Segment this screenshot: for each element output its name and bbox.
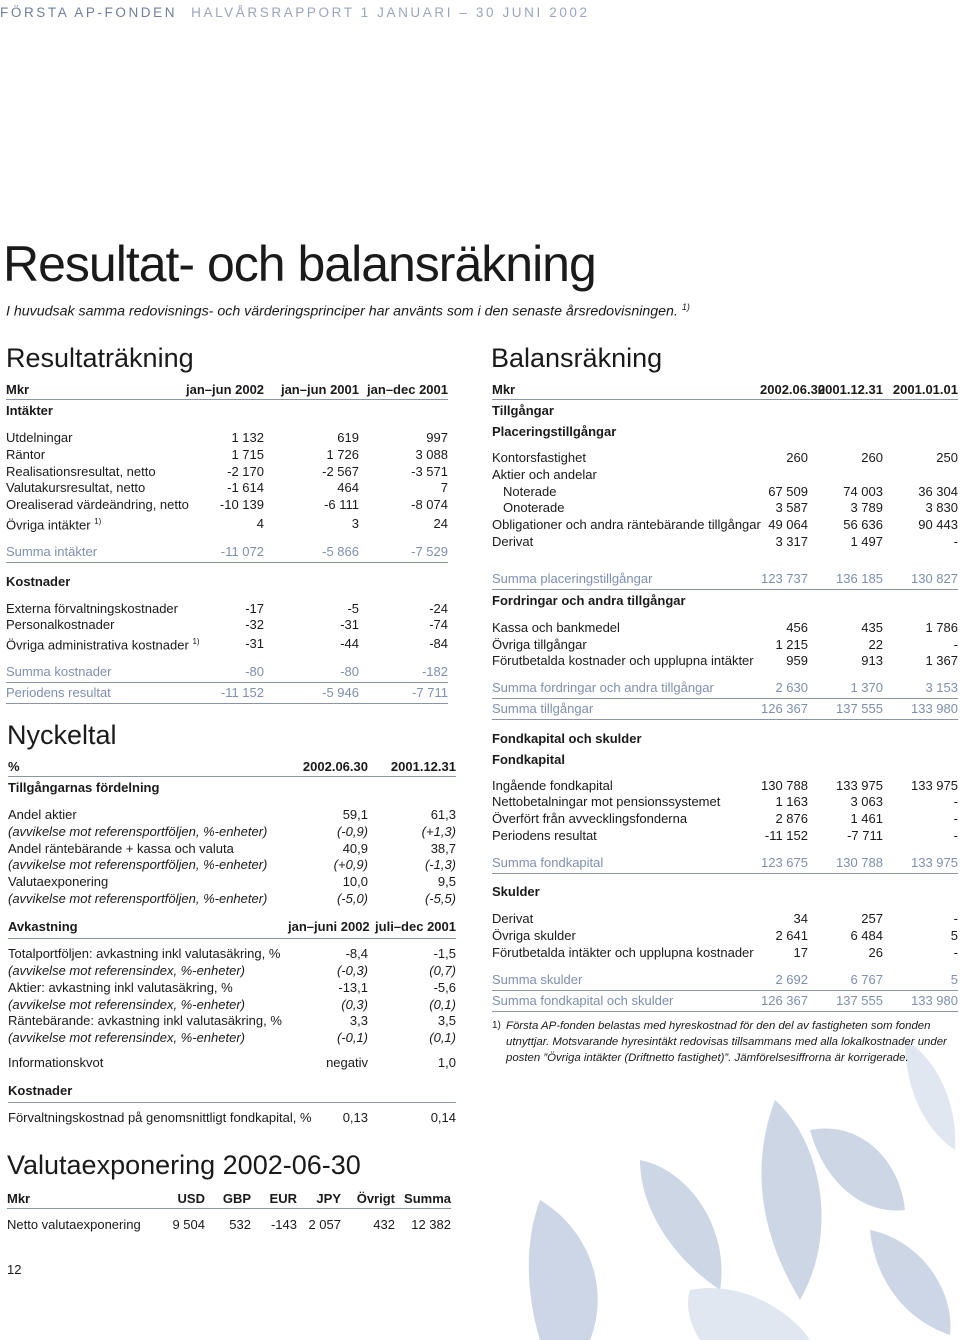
table-row: Informationskvot negativ 1,0 — [8, 1055, 456, 1071]
report-title: HALVÅRSRAPPORT 1 JANUARI – 30 JUNI 2002 — [191, 5, 590, 20]
table-row: Andel aktier 59,1 61,3 — [8, 807, 456, 822]
footnote-text: Första AP-fonden belastas med hyreskostnad för den del av fastigheten som fonden utnyttjar. Motsvarande hyresintäkt redovisas tillsammans med alla lokalkostnader under posten ”Övriga intäkter (Driftnetto fastighet)”. Jämförelsesiffrorna är korrigerade. — [506, 1020, 947, 1064]
table-row: (avvikelse mot referensportföljen, %-enheter) (-0,9) (+1,3) — [8, 823, 456, 839]
table-row: Derivat 3 317 1 497 - — [492, 533, 958, 549]
table-row: (avvikelse mot referensindex, %-enheter) (-0,1) (0,1) — [8, 1030, 456, 1046]
organization-name: FÖRSTA AP-FONDEN — [0, 5, 178, 20]
table-header: % 2002.06.30 2001.12.31 — [8, 757, 456, 777]
footnote-mark: 1) — [492, 1020, 501, 1031]
table-row: Personalkostnader -32 -31 -74 — [6, 617, 448, 633]
footnote-ref: 1) — [94, 516, 102, 526]
resultat-table — [6, 380, 448, 704]
table-row: Förutbetalda kostnader och upplupna intäkter 959 913 1 367 — [492, 653, 958, 669]
table-row: Externa förvaltningskostnader -17 -5 -24 — [6, 600, 448, 616]
table-row: Övriga skulder 2 641 6 484 5 — [492, 928, 958, 944]
table-row: Förvaltningskostnad på genomsnittligt fondkapital, % 0,13 0,14 — [8, 1110, 456, 1126]
balans-table — [492, 380, 958, 1012]
valuta-title: Valutaexponering 2002-06-30 — [7, 1150, 361, 1180]
summary-row: Summa intäkter -11 072 -5 866 -7 529 — [6, 542, 448, 563]
table-row: Övriga administrativa kostnader $^{1)}$ -31 -44 -84 — [6, 635, 448, 653]
placering-heading: Placeringstillgångar — [492, 424, 617, 439]
kostnader-heading: Kostnader — [8, 1080, 456, 1103]
summary-row: Summa kostnader -80 -80 -182 — [6, 662, 448, 683]
table-row: Aktier: avkastning inkl valutasäkring, % -13,1 -5,6 — [8, 979, 456, 995]
footnote-ref: 1) — [192, 637, 200, 647]
table-row: Periodens resultat -11 152 -7 711 - — [492, 828, 958, 844]
table-row: Kassa och bankmedel 456 435 1 786 — [492, 619, 958, 635]
summary-row: Summa fordringar och andra tillgångar 2 630 1 370 3 153 — [492, 678, 958, 699]
table-row: Utdelningar 1 132 619 997 — [6, 430, 448, 445]
resultat-title: Resultaträkning — [6, 343, 194, 373]
table-row: (avvikelse mot referensindex, %-enheter) (0,3) (0,1) — [8, 996, 456, 1012]
table-row: Totalportföljen: avkastning inkl valutasäkring, % -8,4 -1,5 — [8, 946, 456, 962]
table-row: Realisationsresultat, netto -2 170 -2 567 -3 571 — [6, 463, 448, 479]
footnote-ref: 1) — [681, 302, 690, 312]
summary-row: Periodens resultat -11 152 -5 946 -7 711 — [6, 683, 448, 704]
table-row: Nettobetalningar mot pensionssystemet 1 163 3 063 - — [492, 794, 958, 810]
table-row: (avvikelse mot referensindex, %-enheter) (-0,3) (0,7) — [8, 963, 456, 979]
table-row: Övriga intäkter $^{1)}$ 4 3 24 — [6, 515, 448, 533]
table-row: Onoterade 3 587 3 789 3 830 — [503, 500, 958, 516]
page-title: Resultat- och balansräkning — [3, 236, 596, 292]
intro-text: I huvudsak samma redovisnings- och värderingsprinciper har använts som i den senaste årsredovisningen. $^{1)}$ — [6, 302, 690, 320]
summary-row: Summa skulder 2 692 6 767 5 — [492, 970, 958, 991]
table-row: Netto valutaexponering 9 504 532 -143 2 057 432 12 382 — [7, 1216, 451, 1232]
table-row: Andel räntebärande + kassa och valuta 40,9 38,7 — [8, 840, 456, 856]
nyckeltal-table — [8, 757, 456, 1127]
skulder-heading: Skulder — [492, 884, 540, 900]
summary-row: Summa fondkapital 123 675 130 788 133 975 — [492, 853, 958, 874]
summary-row: Summa tillgångar 126 367 137 555 133 980 — [492, 699, 958, 720]
fondkapital-heading: Fondkapital — [492, 751, 565, 767]
tillgangar-heading: Tillgångar — [492, 403, 554, 418]
summary-row: Summa fondkapital och skulder 126 367 137 555 133 980 — [492, 990, 958, 1011]
nyckeltal-title: Nyckeltal — [7, 720, 117, 750]
table-row: Valutaexponering 10,0 9,5 — [8, 874, 456, 890]
table-row: Aktier och andelar — [492, 466, 597, 482]
page-header — [0, 5, 590, 20]
footnote — [492, 1018, 960, 1066]
fordringar-heading: Fordringar och andra tillgångar — [492, 592, 686, 608]
table-row: Överfört från avvecklingsfonderna 2 876 1 461 - — [492, 811, 958, 827]
kostnader-heading: Kostnader — [6, 573, 71, 589]
table-row: Räntebärande: avkastning inkl valutasäkring, % 3,3 3,5 — [8, 1013, 456, 1029]
table-row: Förutbetalda intäkter och upplupna kostnader 17 26 - — [492, 944, 958, 960]
table-row: Räntor 1 715 1 726 3 088 — [6, 446, 448, 462]
table-header: Mkr USD GBP EUR JPY Övrigt Summa — [7, 1189, 451, 1209]
page-number: 12 — [7, 1262, 22, 1277]
table-row: (avvikelse mot referensportföljen, %-enheter) (-5,0) (-5,5) — [8, 890, 456, 906]
fondkapital-skulder-heading: Fondkapital och skulder — [492, 730, 642, 746]
valuta-table — [7, 1189, 451, 1233]
balans-title: Balansräkning — [491, 343, 663, 373]
table-header: Mkr jan–jun 2002 jan–jun 2001 jan–dec 2001 — [6, 380, 448, 400]
table-header: Avkastning jan–juni 2002 juli–dec 2001 — [8, 916, 456, 939]
table-row: Ingående fondkapital 130 788 133 975 133 975 — [492, 777, 958, 793]
table-row: Valutakursresultat, netto -1 614 464 7 — [6, 480, 448, 496]
table-row: Orealiserad värdeändring, netto -10 139 -6 111 -8 074 — [6, 497, 448, 513]
table-row: Obligationer och andra räntebärande tillgångar 49 064 56 636 90 443 — [492, 517, 958, 533]
intakter-heading: Intäkter — [6, 403, 53, 418]
summary-row: Summa placeringstillgångar 123 737 136 185 130 827 — [492, 569, 958, 590]
table-row: Övriga tillgångar 1 215 22 - — [492, 636, 958, 652]
table-row: (avvikelse mot referensportföljen, %-enheter) (+0,9) (-1,3) — [8, 857, 456, 873]
table-row: Kontorsfastighet 260 260 250 — [492, 450, 958, 465]
table-row: Derivat 34 257 - — [492, 911, 958, 927]
table-header: Mkr 2002.06.30 2001.12.31 2001.01.01 — [492, 380, 958, 400]
fordelning-heading: Tillgångarnas fördelning — [8, 780, 160, 795]
table-row: Noterade 67 509 74 003 36 304 — [503, 483, 958, 499]
